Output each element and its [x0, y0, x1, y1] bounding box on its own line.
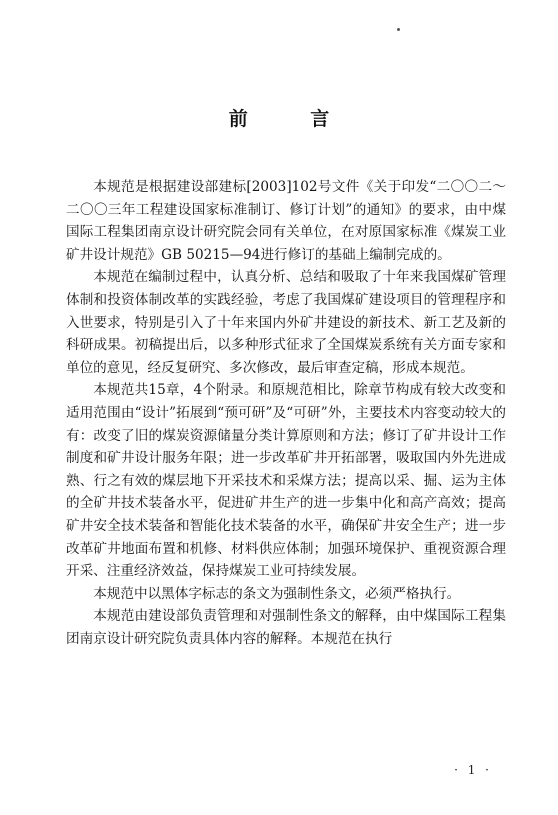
- paragraph-4: 本规范中以黑体字标志的条文为强制性条文，必须严格执行。: [93, 585, 461, 602]
- paragraph-1: 本规范是根据建设部建标[2003]102号文件《关于印发“二〇〇二～二〇〇三年工程建设国家标准制订、修订计划”的通知》的要求，由中煤国际工程集团南京设计研究院会同有关单位，在对原国家标准《煤炭工业矿井设计规范》GB 50215—94进行修订的基础上编制完成的。: [66, 179, 506, 263]
- paragraph-2: 本规范在编制过程中，认真分析、总结和吸取了十年来我国煤矿管理体制和投资体制改革的实践经验，考虑了我国煤矿建设项目的管理程序和入世要求，特别是引入了十年来国内外矿井建设的新技术、新工艺及新的科研成果。初稿提出后，以多种形式征求了全国煤炭系统有关方面专家和单位的意见，经反复研究、多次修改，最后审查定稿，形成本规范。: [66, 269, 506, 376]
- paragraph-5: 本规范由建设部负责管理和对强制性条文的解释，由中煤国际工程集团南京设计研究院负责具体内容的解释。本规范在执行: [66, 608, 506, 647]
- scan-dot: [397, 28, 400, 31]
- page-number: · 1 ·: [454, 763, 492, 777]
- paragraph-3: 本规范共15章，4个附录。和原规范相比，除章节构成有较大改变和适用范围由“设计”拓展到“预可研”及“可研”外，主要技术内容变动较大的有：改变了旧的煤炭资源储量分类计算原则和方法；修订了矿井设计工作制度和矿井设计服务年限；进一步改革矿井开拓部署，吸取国内外先进成熟、行之有效的煤层地下开采技术和采煤方法；提高以采、掘、运为主体的全矿井技术装备水平，促进矿井生产的进一步集中化和高产高效；提高矿井安全技术装备和智能化技术装备的水平，确保矿井安全生产；进一步改革矿井地面布置和机修、材料供应体制；加强环境保护、重视资源合理开采、注重经济效益，保持煤炭工业可持续发展。: [66, 382, 506, 580]
- page-title: 前 言: [228, 108, 358, 130]
- body-text: [66, 176, 506, 650]
